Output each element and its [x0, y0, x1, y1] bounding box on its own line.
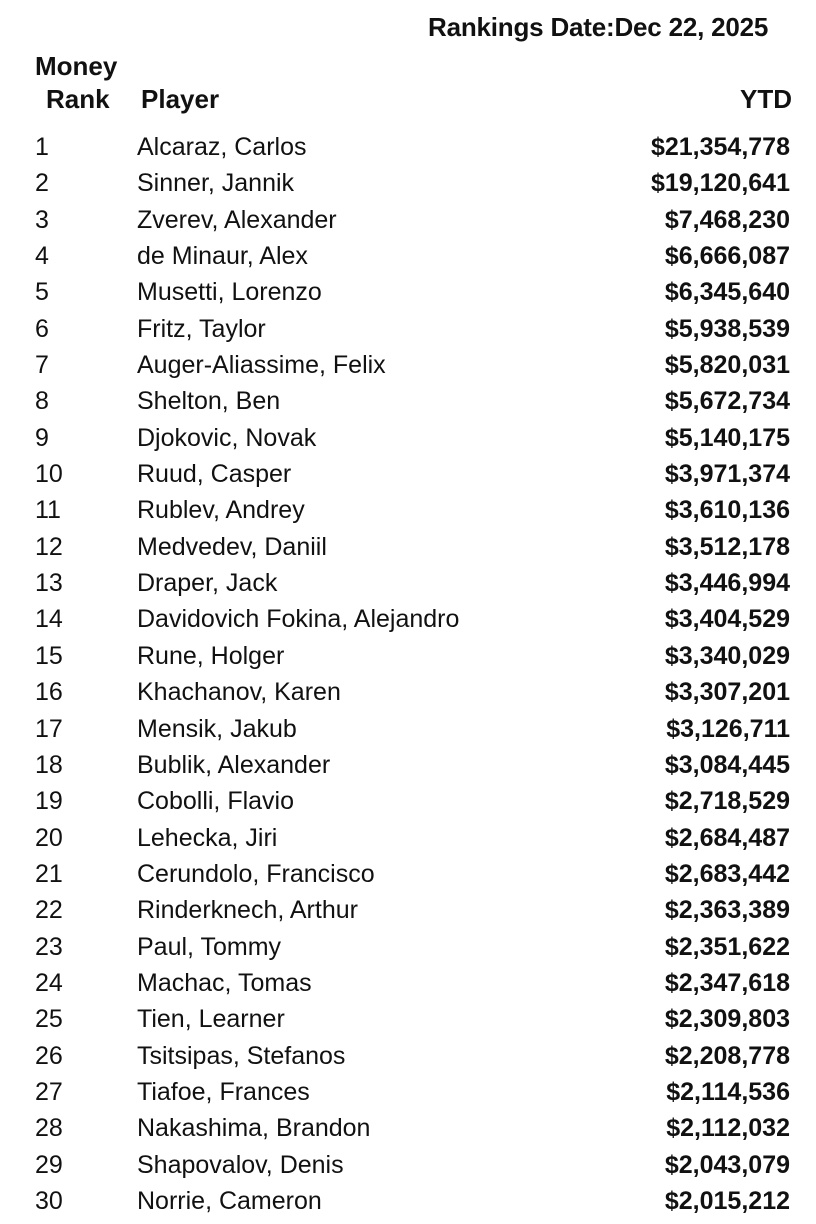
table-row: [0, 529, 816, 565]
table-row: [0, 892, 816, 928]
player-name-cell: Lehecka, Jiri: [137, 823, 278, 852]
table-row: [0, 638, 816, 674]
rank-cell: 27: [35, 1077, 63, 1106]
rankings-date-label: Rankings Date:: [428, 12, 615, 42]
rank-cell: 20: [35, 823, 63, 852]
rank-cell: 2: [35, 169, 49, 198]
ytd-earnings-cell: $6,345,640: [664, 278, 790, 307]
ytd-earnings-cell: $2,718,529: [664, 787, 790, 816]
ytd-earnings-cell: $3,971,374: [664, 460, 790, 489]
rank-cell: 1: [35, 133, 49, 161]
player-name-cell: Paul, Tommy: [137, 932, 282, 961]
player-name-cell: Zverev, Alexander: [137, 205, 337, 234]
ytd-earnings-cell: $2,208,778: [664, 1041, 790, 1070]
player-name-cell: Tien, Learner: [137, 1005, 285, 1034]
rank-cell: 14: [35, 605, 63, 634]
player-name-cell: Rublev, Andrey: [137, 496, 305, 525]
player-name-cell: Machac, Tomas: [137, 968, 312, 997]
table-row: [0, 929, 816, 965]
player-name-cell: Auger-Aliassime, Felix: [137, 351, 386, 380]
ytd-earnings-cell: $5,938,539: [664, 314, 790, 343]
ytd-earnings-cell: $2,684,487: [664, 823, 790, 852]
player-name-cell: de Minaur, Alex: [137, 242, 308, 271]
player-name-cell: Draper, Jack: [137, 569, 278, 598]
player-name-cell: Shapovalov, Denis: [137, 1150, 344, 1179]
table-row: [0, 129, 816, 165]
ytd-earnings-cell: $3,512,178: [664, 532, 790, 561]
player-name-cell: Cobolli, Flavio: [137, 787, 295, 816]
ytd-earnings-cell: $3,404,529: [664, 605, 790, 634]
table-row: [0, 1001, 816, 1037]
rank-cell: 25: [35, 1005, 63, 1034]
ytd-earnings-cell: $5,140,175: [664, 423, 790, 452]
column-header-rank: Rank: [46, 84, 110, 114]
table-row: [0, 238, 816, 274]
player-name-cell: Musetti, Lorenzo: [137, 278, 322, 307]
column-header-ytd: YTD: [740, 84, 792, 114]
rank-cell: 19: [35, 787, 63, 816]
player-name-cell: Rune, Holger: [137, 641, 285, 670]
rank-cell: 15: [35, 641, 63, 670]
ytd-earnings-cell: $3,610,136: [664, 496, 790, 525]
rank-cell: 23: [35, 932, 63, 961]
ytd-earnings-cell: $2,309,803: [664, 1005, 790, 1034]
table-row: [0, 1147, 816, 1183]
table-row: [0, 420, 816, 456]
rankings-date-value: Dec 22, 2025: [614, 12, 769, 42]
table-row: [0, 1110, 816, 1146]
table-row: [0, 820, 816, 856]
rankings-date-line: [428, 12, 768, 43]
ytd-earnings-cell: $2,347,618: [664, 968, 790, 997]
ytd-earnings-cell: $7,468,230: [664, 205, 790, 234]
table-row: [0, 274, 816, 310]
table-row: [0, 311, 816, 347]
ytd-earnings-cell: $3,340,029: [664, 641, 790, 670]
rank-cell: 7: [35, 351, 49, 380]
table-row: [0, 711, 816, 747]
ytd-earnings-cell: $3,126,711: [666, 714, 790, 743]
table-row: [0, 601, 816, 637]
column-header-player: Player: [141, 84, 220, 114]
player-name-cell: Nakashima, Brandon: [137, 1114, 371, 1143]
rank-cell: 16: [35, 678, 63, 707]
rank-cell: 21: [35, 859, 63, 888]
rank-cell: 28: [35, 1114, 63, 1143]
rank-cell: 30: [35, 1186, 63, 1215]
player-name-cell: Norrie, Cameron: [137, 1186, 322, 1215]
ytd-earnings-cell: $5,820,031: [664, 351, 790, 380]
player-name-cell: Tsitsipas, Stefanos: [137, 1041, 346, 1070]
table-row: [0, 492, 816, 528]
table-row: [0, 747, 816, 783]
table-row: [0, 456, 816, 492]
player-name-cell: Khachanov, Karen: [137, 678, 341, 707]
table-row: [0, 383, 816, 419]
rank-cell: 5: [35, 278, 49, 307]
rank-cell: 13: [35, 569, 63, 598]
rank-cell: 10: [35, 460, 63, 489]
ytd-earnings-cell: $19,120,641: [650, 169, 790, 198]
ytd-earnings-cell: $5,672,734: [664, 387, 790, 416]
ytd-earnings-cell: $2,351,622: [664, 932, 790, 961]
ytd-earnings-cell: $3,307,201: [664, 678, 790, 707]
ytd-earnings-cell: $21,354,778: [650, 133, 790, 161]
ytd-earnings-cell: $2,363,389: [664, 896, 790, 925]
ytd-earnings-cell: $2,015,212: [664, 1186, 790, 1215]
player-name-cell: Shelton, Ben: [137, 387, 281, 416]
table-row: [0, 783, 816, 819]
rank-cell: 12: [35, 532, 63, 561]
table-row: [0, 347, 816, 383]
table-row: [0, 165, 816, 201]
rank-cell: 17: [35, 714, 63, 743]
table-row: [0, 965, 816, 1001]
rank-cell: 8: [35, 387, 49, 416]
table-row: [0, 674, 816, 710]
player-name-cell: Sinner, Jannik: [137, 169, 295, 198]
rank-cell: 9: [35, 423, 49, 452]
rank-cell: 6: [35, 314, 49, 343]
player-name-cell: Bublik, Alexander: [137, 750, 331, 779]
ytd-earnings-cell: $6,666,087: [664, 242, 790, 271]
rank-cell: 4: [35, 242, 49, 271]
player-name-cell: Djokovic, Novak: [137, 423, 317, 452]
rank-cell: 18: [35, 750, 63, 779]
rank-cell: 22: [35, 896, 63, 925]
table-row: [0, 1038, 816, 1074]
ytd-earnings-cell: $2,043,079: [664, 1150, 790, 1179]
player-name-cell: Rinderknech, Arthur: [137, 896, 358, 925]
column-header-money: Money: [35, 51, 118, 81]
table-row: [0, 1074, 816, 1110]
ytd-earnings-cell: $2,112,032: [666, 1114, 790, 1143]
rank-cell: 29: [35, 1150, 63, 1179]
player-name-cell: Ruud, Casper: [137, 460, 292, 489]
ytd-earnings-cell: $2,114,536: [666, 1077, 790, 1106]
rank-cell: 26: [35, 1041, 63, 1070]
ytd-earnings-cell: $3,084,445: [664, 750, 790, 779]
ytd-earnings-cell: $2,683,442: [664, 859, 790, 888]
player-name-cell: Medvedev, Daniil: [137, 532, 327, 561]
rank-cell: 3: [35, 205, 49, 234]
rank-cell: 11: [35, 496, 61, 525]
player-name-cell: Mensik, Jakub: [137, 714, 297, 743]
player-name-cell: Alcaraz, Carlos: [137, 133, 307, 161]
table-row: [0, 202, 816, 238]
player-name-cell: Tiafoe, Frances: [137, 1077, 310, 1106]
table-row: [0, 856, 816, 892]
player-name-cell: Davidovich Fokina, Alejandro: [137, 605, 460, 634]
ytd-earnings-cell: $3,446,994: [664, 569, 790, 598]
rankings-table: [0, 129, 816, 1219]
player-name-cell: Cerundolo, Francisco: [137, 859, 375, 888]
player-name-cell: Fritz, Taylor: [137, 314, 266, 343]
table-row: [0, 1183, 816, 1219]
rank-cell: 24: [35, 968, 63, 997]
table-row: [0, 565, 816, 601]
